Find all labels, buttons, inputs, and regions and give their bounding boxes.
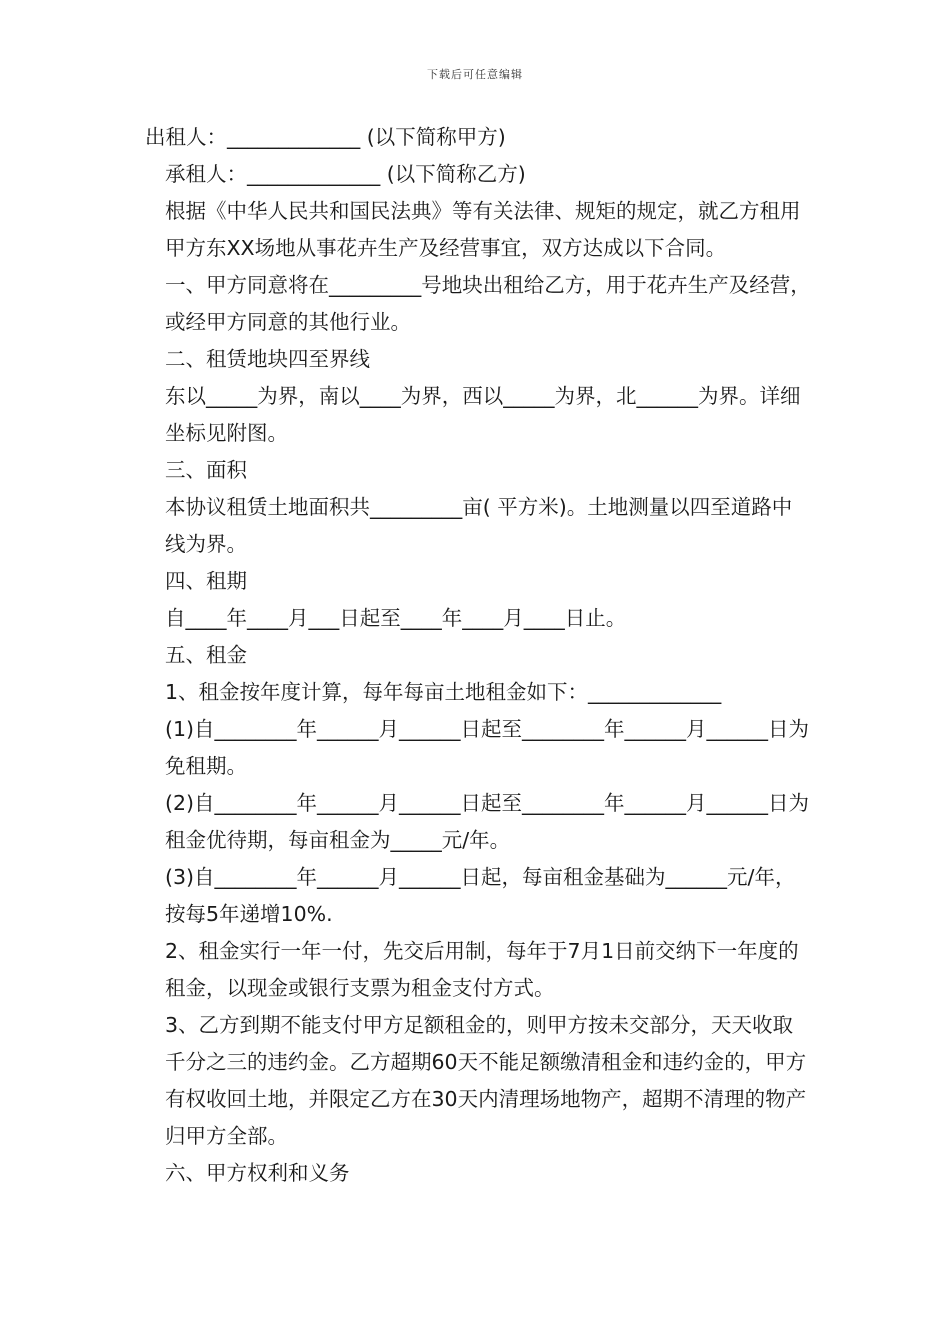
lessee-line: 承租人：_____________ (以下简称乙方): [165, 162, 526, 186]
page-header: 下载后可任意编辑: [427, 68, 523, 81]
rent-item-1-a: (1)自________年______月______日起至________年______月______日为免租期。: [165, 717, 810, 778]
lessor-line: 出租人：_____________ (以下简称甲方): [145, 125, 506, 149]
preamble-paragraph: 根据《中华人民共和国民法典》等有关法律、规矩的规定，就乙方租用甲方东XX场地从事花卉生产及经营事宜，双方达成以下合同。: [165, 199, 801, 260]
section-heading-area: 三、面积: [165, 458, 247, 482]
rent-item-2: 2、租金实行一年一付，先交后用制，每年于7月1日前交纳下一年度的租金，以现金或银行支票为租金支付方式。: [165, 939, 799, 1000]
section-heading-boundaries: 二、租赁地块四至界线: [165, 347, 370, 371]
clause-1-paragraph: 一、甲方同意将在_________号地块出租给乙方，用于花卉生产及经营，或经甲方同意的其他行业。: [165, 273, 811, 334]
contract-body: [145, 119, 811, 1192]
area-paragraph: 本协议租赁土地面积共_________亩( 平方米)。土地测量以四至道路中线为界。: [165, 495, 793, 556]
boundaries-paragraph: 东以_____为界，南以____为界，西以_____为界，北______为界。详细坐标见附图。: [165, 384, 801, 445]
rent-item-1-b: (2)自________年______月______日起至________年______月______日为租金优待期，每亩租金为_____元/年。: [165, 791, 810, 852]
rent-item-3: 3、乙方到期不能支付甲方足额租金的，则甲方按未交部分，天天收取千分之三的违约金。乙方超期60天不能足额缴清租金和违约金的，甲方有权收回土地，并限定乙方在30天内清理场地物产，超期不清理的物产归甲方全部。: [165, 1013, 807, 1148]
section-heading-term: 四、租期: [165, 569, 247, 593]
rent-item-1: 1、租金按年度计算，每年每亩土地租金如下：_____________: [165, 680, 722, 704]
section-heading-rent: 五、租金: [165, 643, 247, 667]
section-heading-lessor-rights: 六、甲方权利和义务: [165, 1161, 350, 1185]
term-paragraph: 自____年____月___日起至____年____月____日止。: [165, 606, 627, 630]
rent-item-1-c: (3)自________年______月______日起，每亩租金基础为______元/年，按每5年递增10%.: [165, 865, 796, 926]
